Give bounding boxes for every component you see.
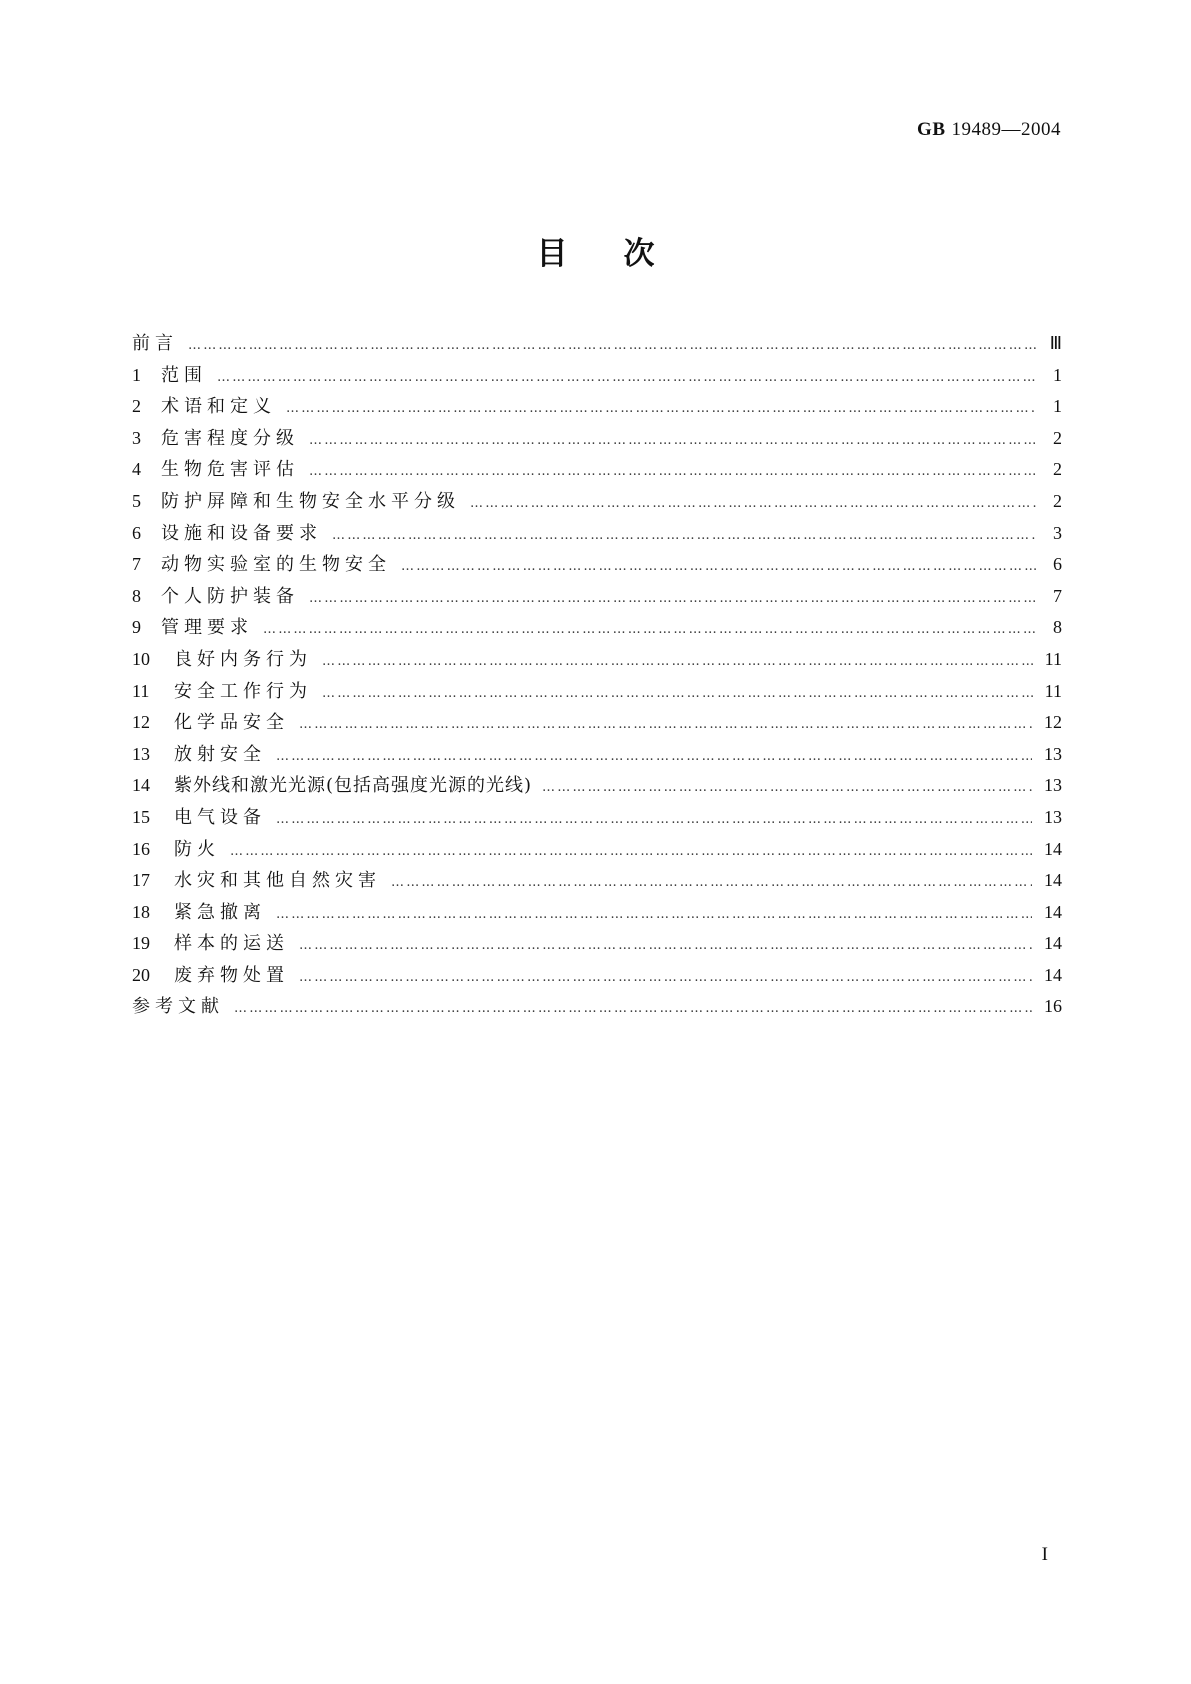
toc-leader-dots xyxy=(263,614,1036,646)
toc-entry[interactable] xyxy=(132,770,1062,802)
toc-leader-dots xyxy=(470,488,1036,520)
toc-entry[interactable] xyxy=(132,834,1062,866)
toc-leader-dots xyxy=(276,899,1032,931)
toc-entry[interactable] xyxy=(132,960,1062,992)
toc-entry-page: 11 xyxy=(1044,648,1062,669)
toc-entry-page: 7 xyxy=(1053,585,1062,606)
toc-entry-number: 10 xyxy=(132,648,150,669)
toc-leader-dots xyxy=(309,583,1036,615)
toc-entry-page: 14 xyxy=(1044,870,1062,891)
toc-leader-dots xyxy=(542,772,1032,804)
toc-entry[interactable] xyxy=(132,549,1062,581)
toc-entry-label: 前言 xyxy=(132,333,178,354)
toc-entry[interactable] xyxy=(132,454,1062,486)
toc-leader-dots xyxy=(286,393,1036,425)
toc-entry-number: 17 xyxy=(132,870,150,891)
toc-entry-label: 动物实验室的生物安全 xyxy=(161,554,391,576)
toc-entry-label: 范围 xyxy=(161,364,207,386)
toc-entry-label: 安全工作行为 xyxy=(174,680,312,702)
toc-entry-number: 20 xyxy=(132,964,150,985)
toc-entry-number: 19 xyxy=(132,933,150,954)
toc-entry[interactable] xyxy=(132,423,1062,455)
toc-entry-label: 紫外线和激光光源(包括高强度光源的光线) xyxy=(174,775,533,797)
toc-entry-page: 13 xyxy=(1044,775,1062,796)
toc-entry-label: 术语和定义 xyxy=(161,396,276,418)
toc-entry-number: 8 xyxy=(132,585,141,606)
toc-leader-dots xyxy=(299,930,1032,962)
toc-entry-number: 6 xyxy=(132,522,141,543)
toc-entry-label: 电气设备 xyxy=(174,806,266,828)
toc-entry-label: 防护屏障和生物安全水平分级 xyxy=(161,490,460,512)
toc-entry[interactable] xyxy=(132,707,1062,739)
toc-entry-page: Ⅲ xyxy=(1049,333,1062,353)
toc-entry-page: 14 xyxy=(1044,933,1062,954)
toc-entry[interactable] xyxy=(132,739,1062,771)
toc-entry[interactable] xyxy=(132,991,1062,1023)
page-title: 目次 xyxy=(536,236,711,272)
toc-leader-dots xyxy=(309,425,1036,457)
toc-entry-number: 13 xyxy=(132,743,150,764)
toc-entry-page: 2 xyxy=(1053,459,1062,480)
toc-entry[interactable] xyxy=(132,802,1062,834)
toc-entry-label: 良好内务行为 xyxy=(174,648,312,670)
toc-entry-page: 2 xyxy=(1053,490,1062,511)
toc-entry-label: 危害程度分级 xyxy=(161,427,299,449)
standard-prefix: GB xyxy=(917,119,946,140)
toc-entry-label: 参考文献 xyxy=(132,996,224,1018)
toc-entry-number: 7 xyxy=(132,554,141,575)
toc-entry-page: 14 xyxy=(1044,901,1062,922)
toc-entry-page: 2 xyxy=(1053,427,1062,448)
toc-leader-dots xyxy=(322,646,1033,678)
toc-entry-number: 1 xyxy=(132,364,141,385)
toc-entry-number: 18 xyxy=(132,901,150,922)
toc-entry-page: 12 xyxy=(1044,712,1062,733)
toc-leader-dots xyxy=(322,678,1033,710)
toc-entry[interactable] xyxy=(132,391,1062,423)
toc-entry-page: 1 xyxy=(1053,364,1062,385)
toc-leader-dots xyxy=(230,836,1032,868)
toc-entry-page: 11 xyxy=(1044,680,1062,701)
toc-leader-dots xyxy=(391,867,1032,899)
standard-code xyxy=(917,118,1061,141)
toc-entry-label: 防火 xyxy=(174,838,220,860)
toc-leader-dots xyxy=(217,362,1036,394)
toc-leader-dots xyxy=(299,709,1032,741)
toc-entry-label: 废弃物处置 xyxy=(174,964,289,986)
toc-entry[interactable] xyxy=(132,612,1062,644)
toc-leader-dots xyxy=(276,741,1032,773)
toc-entry[interactable] xyxy=(132,486,1062,518)
toc-entry-number: 12 xyxy=(132,712,150,733)
toc-entry[interactable] xyxy=(132,581,1062,613)
toc-leader-dots xyxy=(309,456,1036,488)
toc-entry[interactable] xyxy=(132,676,1062,708)
toc-leader-dots xyxy=(332,520,1036,552)
toc-entry[interactable] xyxy=(132,644,1062,676)
toc-entry-number: 2 xyxy=(132,396,141,417)
toc-leader-dots xyxy=(234,993,1032,1025)
toc-entry-number: 14 xyxy=(132,775,150,796)
toc-leader-dots xyxy=(299,962,1032,994)
toc-entry-number: 9 xyxy=(132,617,141,638)
table-of-contents xyxy=(132,328,1062,1023)
toc-entry-number: 16 xyxy=(132,838,150,859)
toc-entry-label: 水灾和其他自然灾害 xyxy=(174,870,381,892)
toc-entry-number: 3 xyxy=(132,427,141,448)
toc-entry-page: 13 xyxy=(1044,743,1062,764)
toc-entry-page: 6 xyxy=(1053,554,1062,575)
toc-entry-label: 紧急撤离 xyxy=(174,901,266,923)
toc-entry-label: 管理要求 xyxy=(161,617,253,639)
toc-entry-label: 个人防护装备 xyxy=(161,585,299,607)
toc-entry[interactable] xyxy=(132,328,1062,360)
toc-entry-label: 样本的运送 xyxy=(174,933,289,955)
toc-leader-dots xyxy=(276,804,1032,836)
toc-entry-label: 生物危害评估 xyxy=(161,459,299,481)
toc-entry-label: 设施和设备要求 xyxy=(161,522,322,544)
toc-entry[interactable] xyxy=(132,928,1062,960)
toc-entry-number: 11 xyxy=(132,680,150,701)
toc-leader-dots xyxy=(401,551,1036,583)
toc-leader-dots xyxy=(188,330,1036,362)
toc-entry-page: 16 xyxy=(1044,996,1062,1017)
toc-entry-page: 1 xyxy=(1053,396,1062,417)
toc-entry-page: 3 xyxy=(1053,522,1062,543)
toc-entry-label: 化学品安全 xyxy=(174,712,289,734)
toc-entry-number: 15 xyxy=(132,806,150,827)
toc-entry-label: 放射安全 xyxy=(174,743,266,765)
toc-entry-number: 5 xyxy=(132,490,141,511)
toc-entry-page: 14 xyxy=(1044,964,1062,985)
toc-entry[interactable] xyxy=(132,360,1062,392)
toc-entry[interactable] xyxy=(132,865,1062,897)
toc-entry[interactable] xyxy=(132,897,1062,929)
toc-entry[interactable] xyxy=(132,518,1062,550)
page-number: I xyxy=(1041,1544,1048,1565)
toc-entry-page: 8 xyxy=(1053,617,1062,638)
toc-entry-page: 13 xyxy=(1044,806,1062,827)
toc-entry-number: 4 xyxy=(132,459,141,480)
toc-entry-page: 14 xyxy=(1044,838,1062,859)
standard-number: 19489—2004 xyxy=(951,119,1061,140)
